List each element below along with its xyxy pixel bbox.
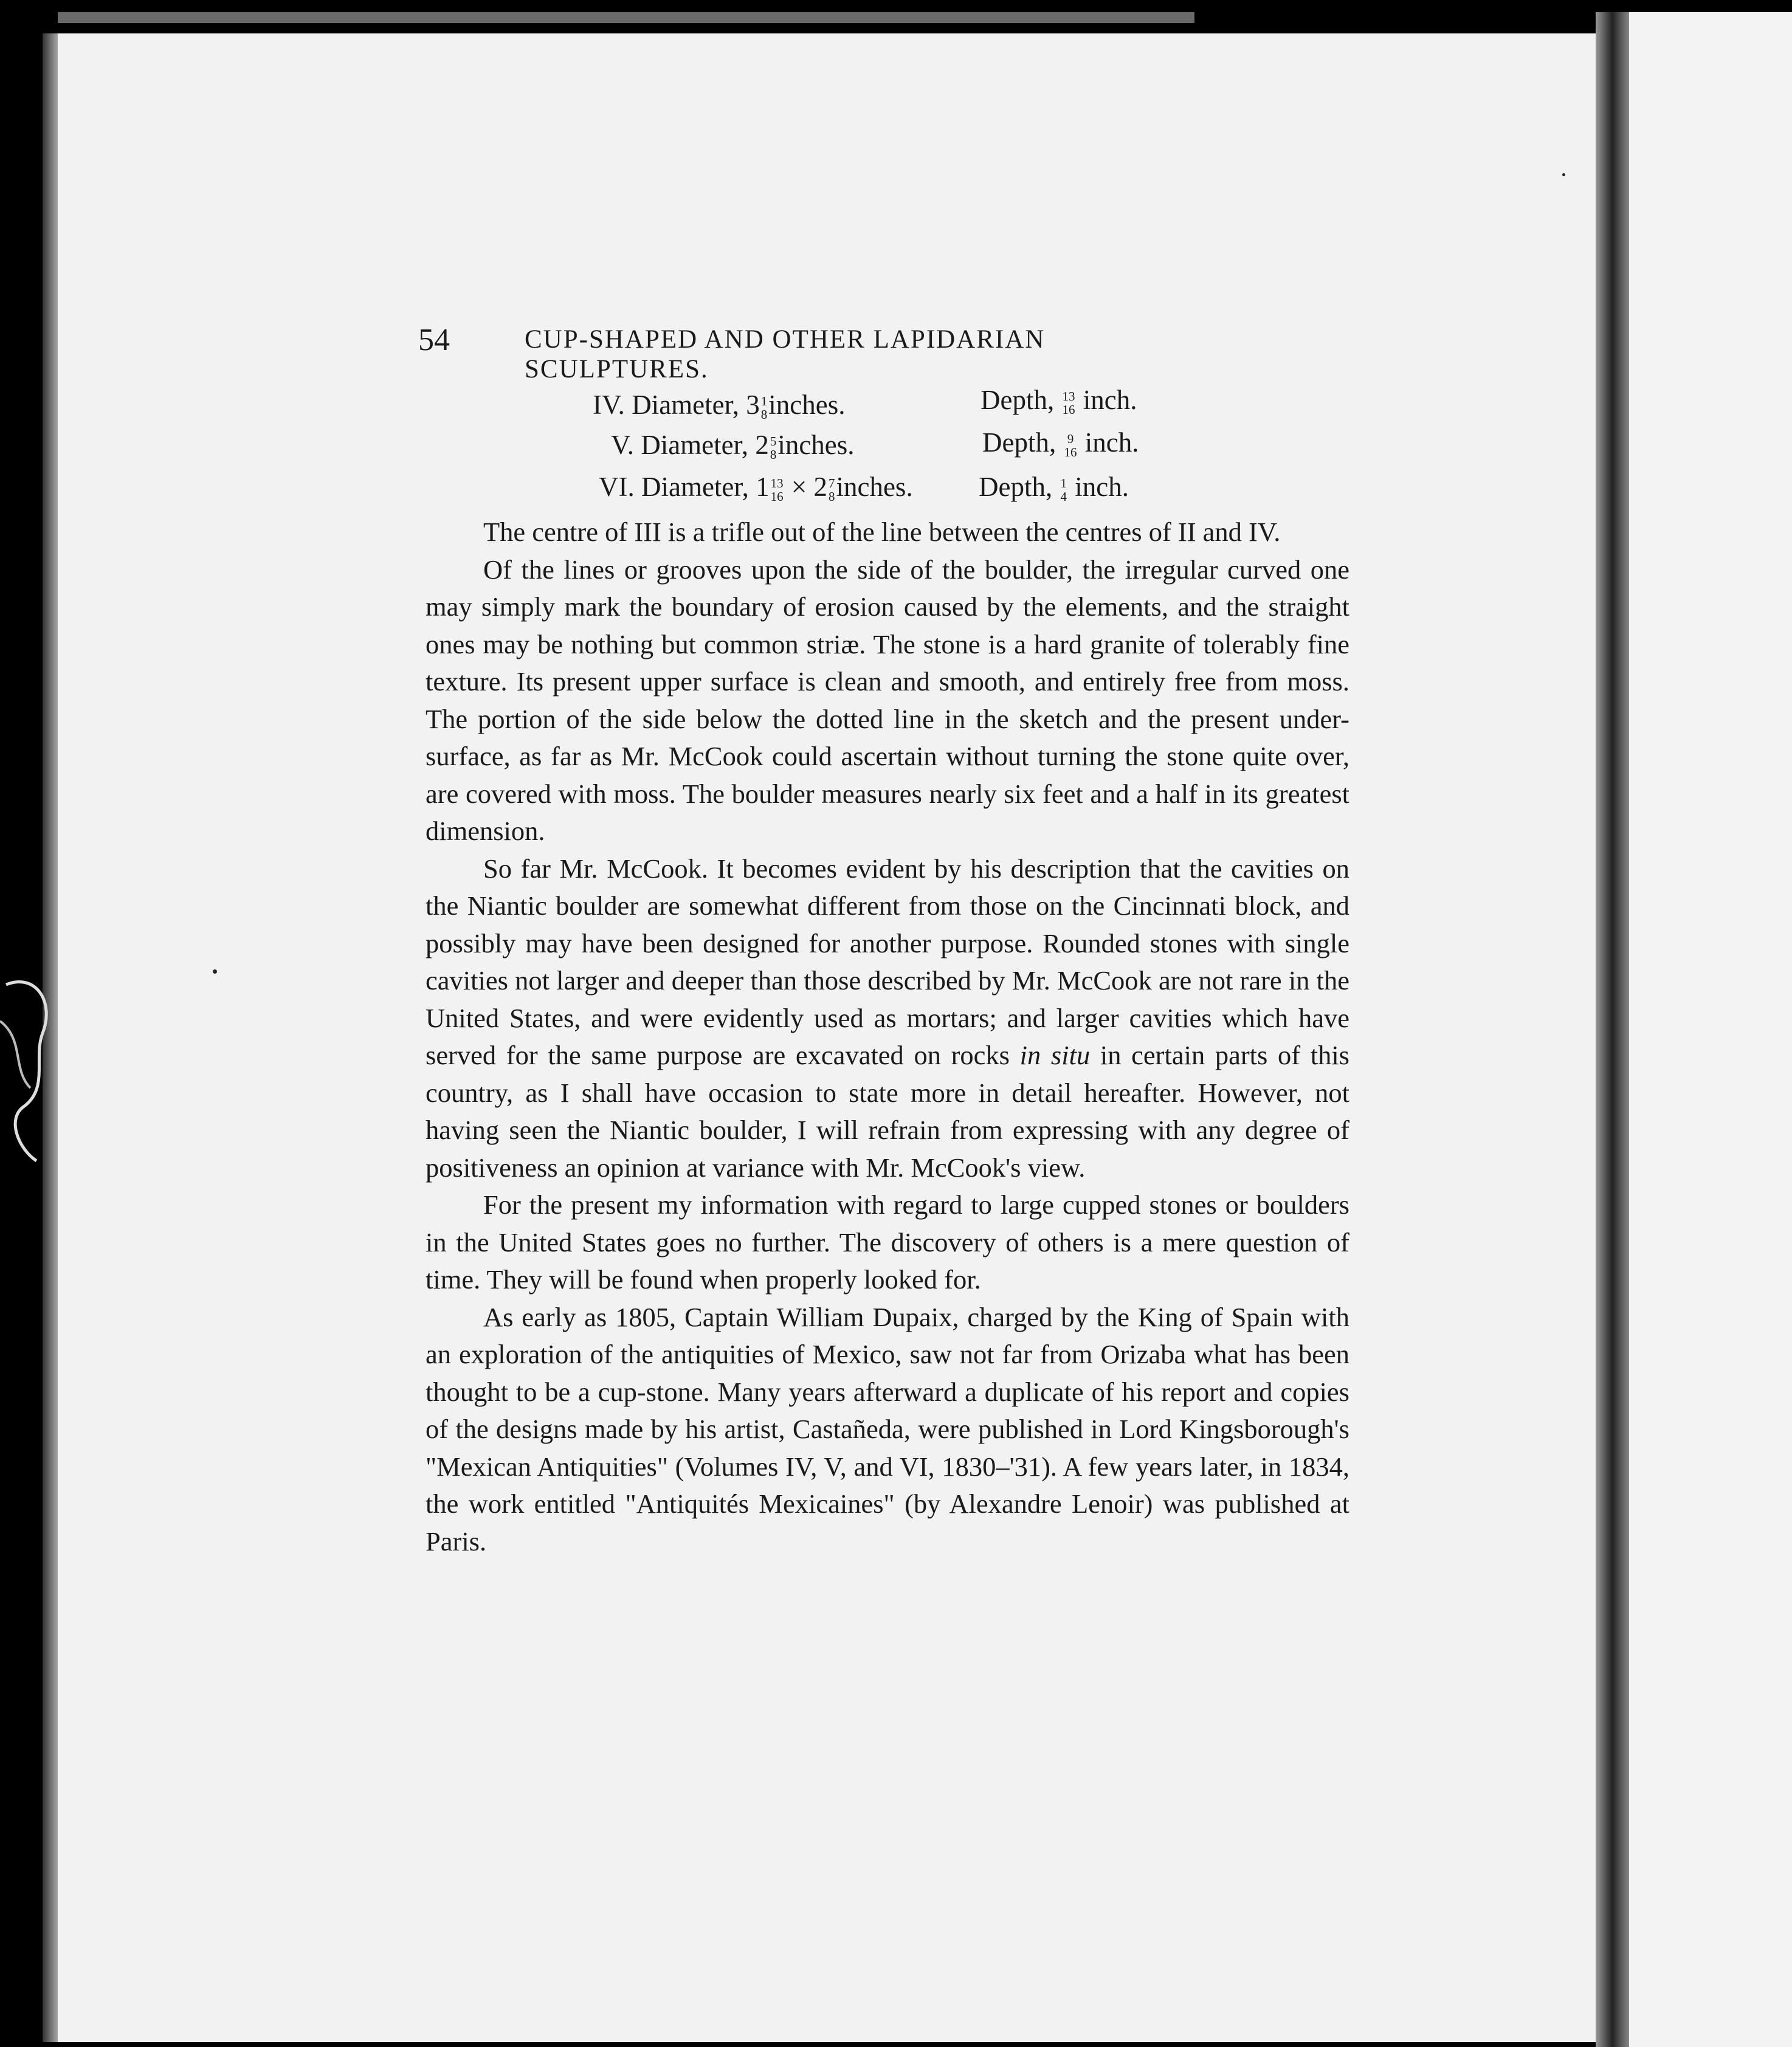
stray-ink-dot: [213, 969, 217, 974]
diameter-fraction-2: 7 8: [828, 475, 835, 504]
row-numeral: V.: [611, 430, 634, 460]
running-title: CUP-SHAPED AND OTHER LAPIDARIAN SCULPTURES.: [525, 325, 1046, 384]
facing-page: [1629, 12, 1792, 2047]
paragraph: For the present my information with regard to large cupped stones or boulders in the United States goes no further. The discovery of others is a mere question of time. They will be found when properly looked for.: [426, 1189, 1349, 1295]
stray-ink-dot: [1562, 173, 1565, 176]
paragraph-text: in certain parts of this country, as I shall have occasion to state more in detail hereafter. However, not having seen the Niantic boulder, I will refrain from expressing with any degree of positiveness an opinion at variance with Mr. McCook's view.: [426, 1040, 1350, 1183]
depth-unit: inch.: [1083, 385, 1137, 415]
diameter-label: Diameter,: [632, 390, 740, 420]
depth-fraction: 9 16: [1064, 431, 1077, 459]
diameter-whole: 3: [746, 390, 760, 420]
paragraph: [426, 850, 1349, 1187]
depth-cell: [982, 427, 1139, 459]
diameter-unit: inches.: [768, 390, 846, 420]
paragraph-text: So far Mr. McCook. It becomes evident by his description that the cavities on the Niantic boulder are somewhat different from those on the Cincinnati block, and possibly may have been designed for another purpose. Rounded stones with single cavities not larger and deeper than those described by Mr. McCook are not rare in the United States, and were evidently used as mortars; and larger cavities which have served for the same purpose are excavated on rocks: [426, 853, 1349, 1070]
diameter-whole-2: 2: [813, 472, 827, 502]
paragraph: Of the lines or grooves upon the side of the boulder, the irregular curved one may simply mark the boundary of erosion caused by the elements, and the straight ones may be nothing but common striæ. The stone is a hard granite of tolerably fine texture. Its present upper surface is clean and smooth, and entirely free from moss. The portion of the side below the dotted line in the sketch and the present under-surface, as far as Mr. McCook could ascertain without turning the stone quite over, are covered with moss. The boulder measures nearly six feet and a half in its greatest dimension.: [426, 554, 1349, 846]
diameter-fraction: 13 16: [770, 475, 784, 504]
diameter-unit: inches.: [836, 472, 913, 502]
depth-fraction: 1 4: [1060, 475, 1067, 504]
times-sign: ×: [791, 472, 807, 502]
depth-unit: inch.: [1084, 427, 1139, 458]
book-gutter: [1596, 12, 1629, 2047]
depth-unit: inch.: [1075, 472, 1129, 502]
measurement-row: [611, 429, 855, 461]
paragraph: As early as 1805, Captain William Dupaix, charged by the King of Spain with an exploration of the antiquities of Mexico, saw not far from Orizaba what has been thought to be a cup-stone. Many years afterward a duplicate of his report and copies of the designs made by his artist, Castañeda, were published in Lord Kingsborough's "Mexican Antiquities" (Volumes IV, V, and VI, 1830–'31). A few years later, in 1834, the work entitled "Antiquités Mexicaines" (by Alexandre Lenoir) was published at Paris.: [426, 1301, 1349, 1557]
depth-label: Depth,: [982, 427, 1056, 458]
italic-term: in situ: [1019, 1040, 1091, 1070]
diameter-label: Diameter,: [641, 430, 749, 460]
body-text: [426, 514, 1349, 1560]
diameter-label: Diameter,: [641, 472, 749, 502]
measurement-row: [599, 471, 913, 503]
depth-cell: [980, 384, 1137, 416]
row-numeral: IV.: [593, 390, 625, 420]
page-header: [418, 322, 1233, 384]
depth-label: Depth,: [979, 472, 1053, 502]
scan-top-edge: [58, 12, 1194, 23]
diameter-unit: inches.: [777, 430, 855, 460]
depth-label: Depth,: [980, 385, 1055, 415]
diameter-whole: 1: [756, 472, 770, 502]
depth-fraction: 13 16: [1062, 388, 1075, 417]
depth-cell: [979, 471, 1129, 503]
paragraph: The centre of III is a trifle out of the line between the centres of II and IV.: [483, 517, 1281, 547]
measurement-row: [593, 389, 846, 421]
diameter-fraction: 5 8: [770, 433, 777, 462]
row-numeral: VI.: [599, 472, 635, 502]
margin-ink-mark: [0, 948, 67, 1179]
diameter-fraction: 1 8: [760, 393, 768, 422]
page-number: 54: [418, 323, 450, 357]
diameter-whole: 2: [755, 430, 769, 460]
